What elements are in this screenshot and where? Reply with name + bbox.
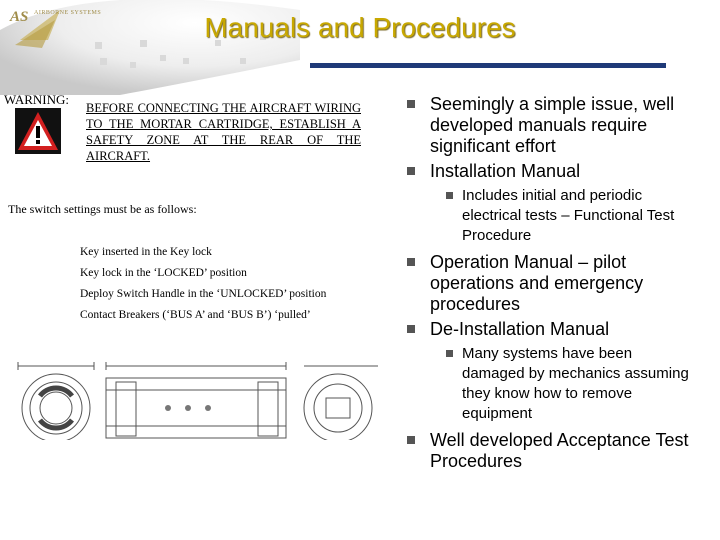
switch-setting-step: Deploy Switch Handle in the ‘UNLOCKED’ position xyxy=(80,288,327,300)
square-bullet-icon xyxy=(407,436,415,444)
sub-bullet-item xyxy=(401,344,693,424)
warning-label: WARNING: xyxy=(4,92,69,107)
bullet-text: Includes initial and periodic electrical tests – Functional Test Procedure xyxy=(462,187,675,244)
switch-setting-step: Contact Breakers (‘BUS A’ and ‘BUS B’) ‘pulled’ xyxy=(80,309,311,321)
switch-settings-intro: The switch settings must be as follows: xyxy=(8,202,197,216)
bullet-text: Seemingly a simple issue, well developed manuals require significant effort xyxy=(430,94,675,156)
page-title: Manuals and Procedures xyxy=(204,12,516,43)
warning-text: BEFORE CONNECTING THE AIRCRAFT WIRING TO THE MORTAR CARTRIDGE, ESTABLISH A SAFETY ZONE AT THE REAR OF THE AIRCRAFT. xyxy=(86,101,361,163)
company-logo-subtext: AIRBORNE SYSTEMS xyxy=(34,10,102,16)
square-bullet-icon xyxy=(407,258,415,266)
square-bullet-icon xyxy=(407,325,415,333)
bullet-text: Installation Manual xyxy=(430,161,581,181)
square-bullet-icon xyxy=(407,167,415,175)
company-logo-text: AS xyxy=(10,9,29,25)
sub-bullet-item xyxy=(401,186,693,246)
bullet-item xyxy=(401,430,693,472)
square-bullet-icon xyxy=(407,100,415,108)
title-underline-rule xyxy=(310,63,666,68)
square-bullet-icon xyxy=(446,350,453,357)
bullet-item xyxy=(401,161,693,182)
switch-settings-list xyxy=(80,244,326,328)
mortar-unit-technical-drawing xyxy=(8,358,383,440)
bullet-list xyxy=(401,94,693,476)
warning-icon xyxy=(15,108,61,154)
square-bullet-icon xyxy=(446,192,453,199)
bullet-item xyxy=(401,319,693,340)
bullet-item xyxy=(401,94,693,157)
switch-setting-step: Key lock in the ‘LOCKED’ position xyxy=(80,267,247,279)
switch-setting-step: Key inserted in the Key lock xyxy=(80,246,212,258)
bullet-item xyxy=(401,252,693,315)
bullet-text: Many systems have been damaged by mechanics assuming they know how to remove equipment xyxy=(462,345,689,422)
bullet-text: Operation Manual – pilot operations and emergency procedures xyxy=(430,252,644,314)
bullet-text: De-Installation Manual xyxy=(430,319,610,339)
bullet-text: Well developed Acceptance Test Procedures xyxy=(430,430,689,471)
